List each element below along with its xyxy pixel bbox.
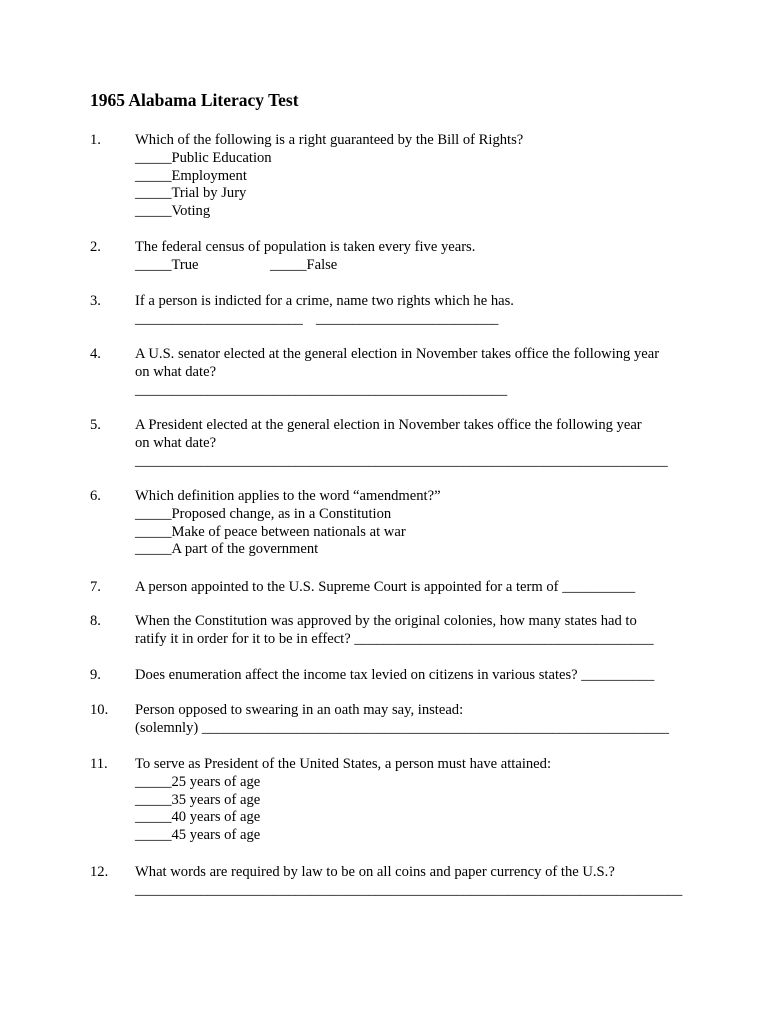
- question-text: Does enumeration affect the income tax levied on citizens in various states? __________: [135, 667, 655, 683]
- answer-option: _____Employment: [135, 167, 247, 184]
- question-text: A U.S. senator elected at the general election in November takes office the following year: [135, 346, 660, 362]
- answer-option: _____A part of the government: [135, 541, 319, 558]
- question-body: [135, 417, 690, 470]
- question-text: When the Constitution was approved by the original colonies, how many states had to: [135, 613, 637, 629]
- question-text: (solemnly) ________________________________________________________________: [135, 719, 669, 736]
- question-body: [135, 579, 690, 597]
- question-number: 1.: [90, 132, 101, 148]
- question-number: 4.: [90, 346, 101, 362]
- question-text: Which definition applies to the word “amendment?”: [135, 488, 441, 504]
- page-title: 1965 Alabama Literacy Test: [90, 90, 299, 110]
- question-number: 6.: [90, 488, 101, 504]
- question-number: 9.: [90, 667, 101, 683]
- question-text: The federal census of population is taken every five years.: [135, 239, 476, 255]
- question-body: [135, 864, 690, 900]
- question-number: 11.: [90, 756, 108, 772]
- answer-blank: _________________________: [316, 310, 499, 327]
- question-text: A person appointed to the U.S. Supreme Court is appointed for a term of __________: [135, 579, 636, 595]
- answer-option: _____25 years of age: [135, 773, 261, 790]
- question-text: To serve as President of the United States, a person must have attained:: [135, 756, 552, 772]
- answer-blank: _______________________: [135, 310, 303, 327]
- answer-option: _____45 years of age: [135, 827, 261, 844]
- question-number: 5.: [90, 417, 101, 433]
- answer-blank: ___________________________________________________: [135, 381, 508, 398]
- answer-blank: ___________________________________________________________________________: [135, 881, 683, 898]
- question-text: Which of the following is a right guaranteed by the Bill of Rights?: [135, 132, 524, 148]
- answer-option-false: _____False: [270, 256, 338, 273]
- question-text: ratify it in order for it to be in effect? _________________________________________: [135, 630, 654, 647]
- question-body: [135, 756, 690, 845]
- question-body: [135, 488, 690, 559]
- question-body: [135, 132, 690, 221]
- question-text: on what date?: [135, 363, 217, 380]
- answer-option: _____Voting: [135, 203, 211, 220]
- question-number: 8.: [90, 613, 101, 629]
- question-number: 3.: [90, 293, 101, 309]
- answer-option: _____Proposed change, as in a Constitution: [135, 505, 392, 522]
- answer-options-row: [135, 257, 690, 275]
- question-number: 12.: [90, 864, 109, 880]
- answer-option: _____Trial by Jury: [135, 185, 247, 202]
- question-body: [135, 667, 690, 685]
- question-text: Person opposed to swearing in an oath may say, instead:: [135, 702, 464, 718]
- question-body: [135, 239, 690, 275]
- question-text: on what date?: [135, 434, 217, 451]
- question-number: 7.: [90, 579, 101, 595]
- answer-option-true: _____True: [135, 256, 199, 273]
- question-text: A President elected at the general election in November takes office the following year: [135, 417, 642, 433]
- answer-option: _____35 years of age: [135, 791, 261, 808]
- answer-blank: _________________________________________________________________________: [135, 452, 668, 469]
- question-body: [135, 293, 690, 329]
- question-text: What words are required by law to be on all coins and paper currency of the U.S.?: [135, 864, 615, 880]
- question-body: [135, 346, 690, 399]
- question-text: If a person is indicted for a crime, name two rights which he has.: [135, 293, 514, 309]
- question-number: 2.: [90, 239, 101, 255]
- question-body: [135, 613, 690, 649]
- question-body: [135, 702, 690, 738]
- answer-option: _____Public Education: [135, 149, 272, 166]
- answer-option: _____40 years of age: [135, 809, 261, 826]
- question-number: 10.: [90, 702, 109, 718]
- answer-blanks-row: [135, 311, 690, 329]
- answer-option: _____Make of peace between nationals at war: [135, 523, 406, 540]
